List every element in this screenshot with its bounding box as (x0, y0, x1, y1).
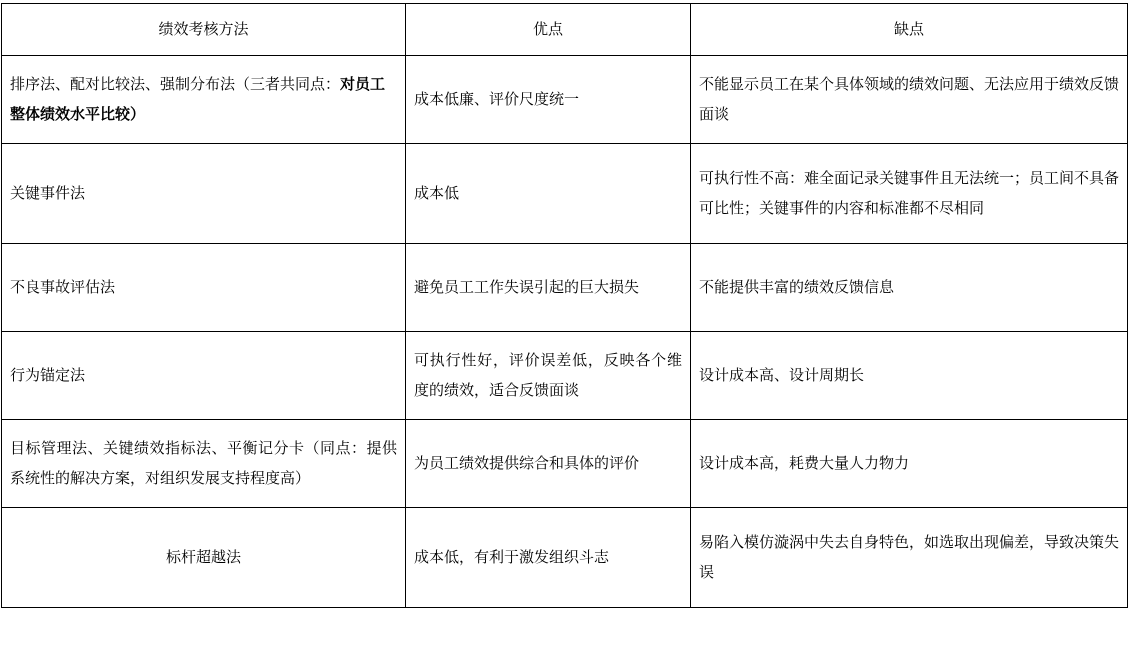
method-text: 排序法、配对比较法、强制分布法（三者共同点： (10, 76, 341, 93)
cell-advantage: 成本低 (406, 144, 691, 244)
performance-appraisal-methods-table (1, 3, 1128, 608)
cell-method: 目标管理法、关键绩效指标法、平衡记分卡（同点：提供系统性的解决方案，对组织发展支持程度高） (2, 420, 406, 508)
document-page (0, 3, 1128, 654)
column-header-advantage: 优点 (406, 4, 691, 56)
column-header-disadvantage: 缺点 (691, 4, 1128, 56)
cell-method: 不良事故评估法 (2, 244, 406, 332)
table-row (2, 508, 1128, 608)
cell-disadvantage: 设计成本高、设计周期长 (691, 332, 1128, 420)
cell-advantage: 避免员工工作失误引起的巨大损失 (406, 244, 691, 332)
cell-advantage: 成本低，有利于激发组织斗志 (406, 508, 691, 608)
cell-method (2, 56, 406, 144)
table-row (2, 56, 1128, 144)
cell-advantage: 成本低廉、评价尺度统一 (406, 56, 691, 144)
table-header-row (2, 4, 1128, 56)
cell-disadvantage: 不能提供丰富的绩效反馈信息 (691, 244, 1128, 332)
cell-disadvantage: 设计成本高，耗费大量人力物力 (691, 420, 1128, 508)
cell-method: 行为锚定法 (2, 332, 406, 420)
cell-advantage: 可执行性好，评价误差低，反映各个维度的绩效，适合反馈面谈 (406, 332, 691, 420)
cell-disadvantage: 可执行性不高：难全面记录关键事件且无法统一；员工间不具备可比性；关键事件的内容和标准都不尽相同 (691, 144, 1128, 244)
column-header-method: 绩效考核方法 (2, 4, 406, 56)
cell-advantage: 为员工绩效提供综合和具体的评价 (406, 420, 691, 508)
table-row (2, 144, 1128, 244)
cell-disadvantage: 不能显示员工在某个具体领域的绩效问题、无法应用于绩效反馈面谈 (691, 56, 1128, 144)
table-row (2, 244, 1128, 332)
method-text-emphasis: 对员工整体绩效水平比较） (10, 76, 386, 123)
table-row (2, 420, 1128, 508)
cell-method: 关键事件法 (2, 144, 406, 244)
cell-disadvantage: 易陷入模仿漩涡中失去自身特色，如选取出现偏差，导致决策失误 (691, 508, 1128, 608)
cell-method: 标杆超越法 (2, 508, 406, 608)
table-row (2, 332, 1128, 420)
